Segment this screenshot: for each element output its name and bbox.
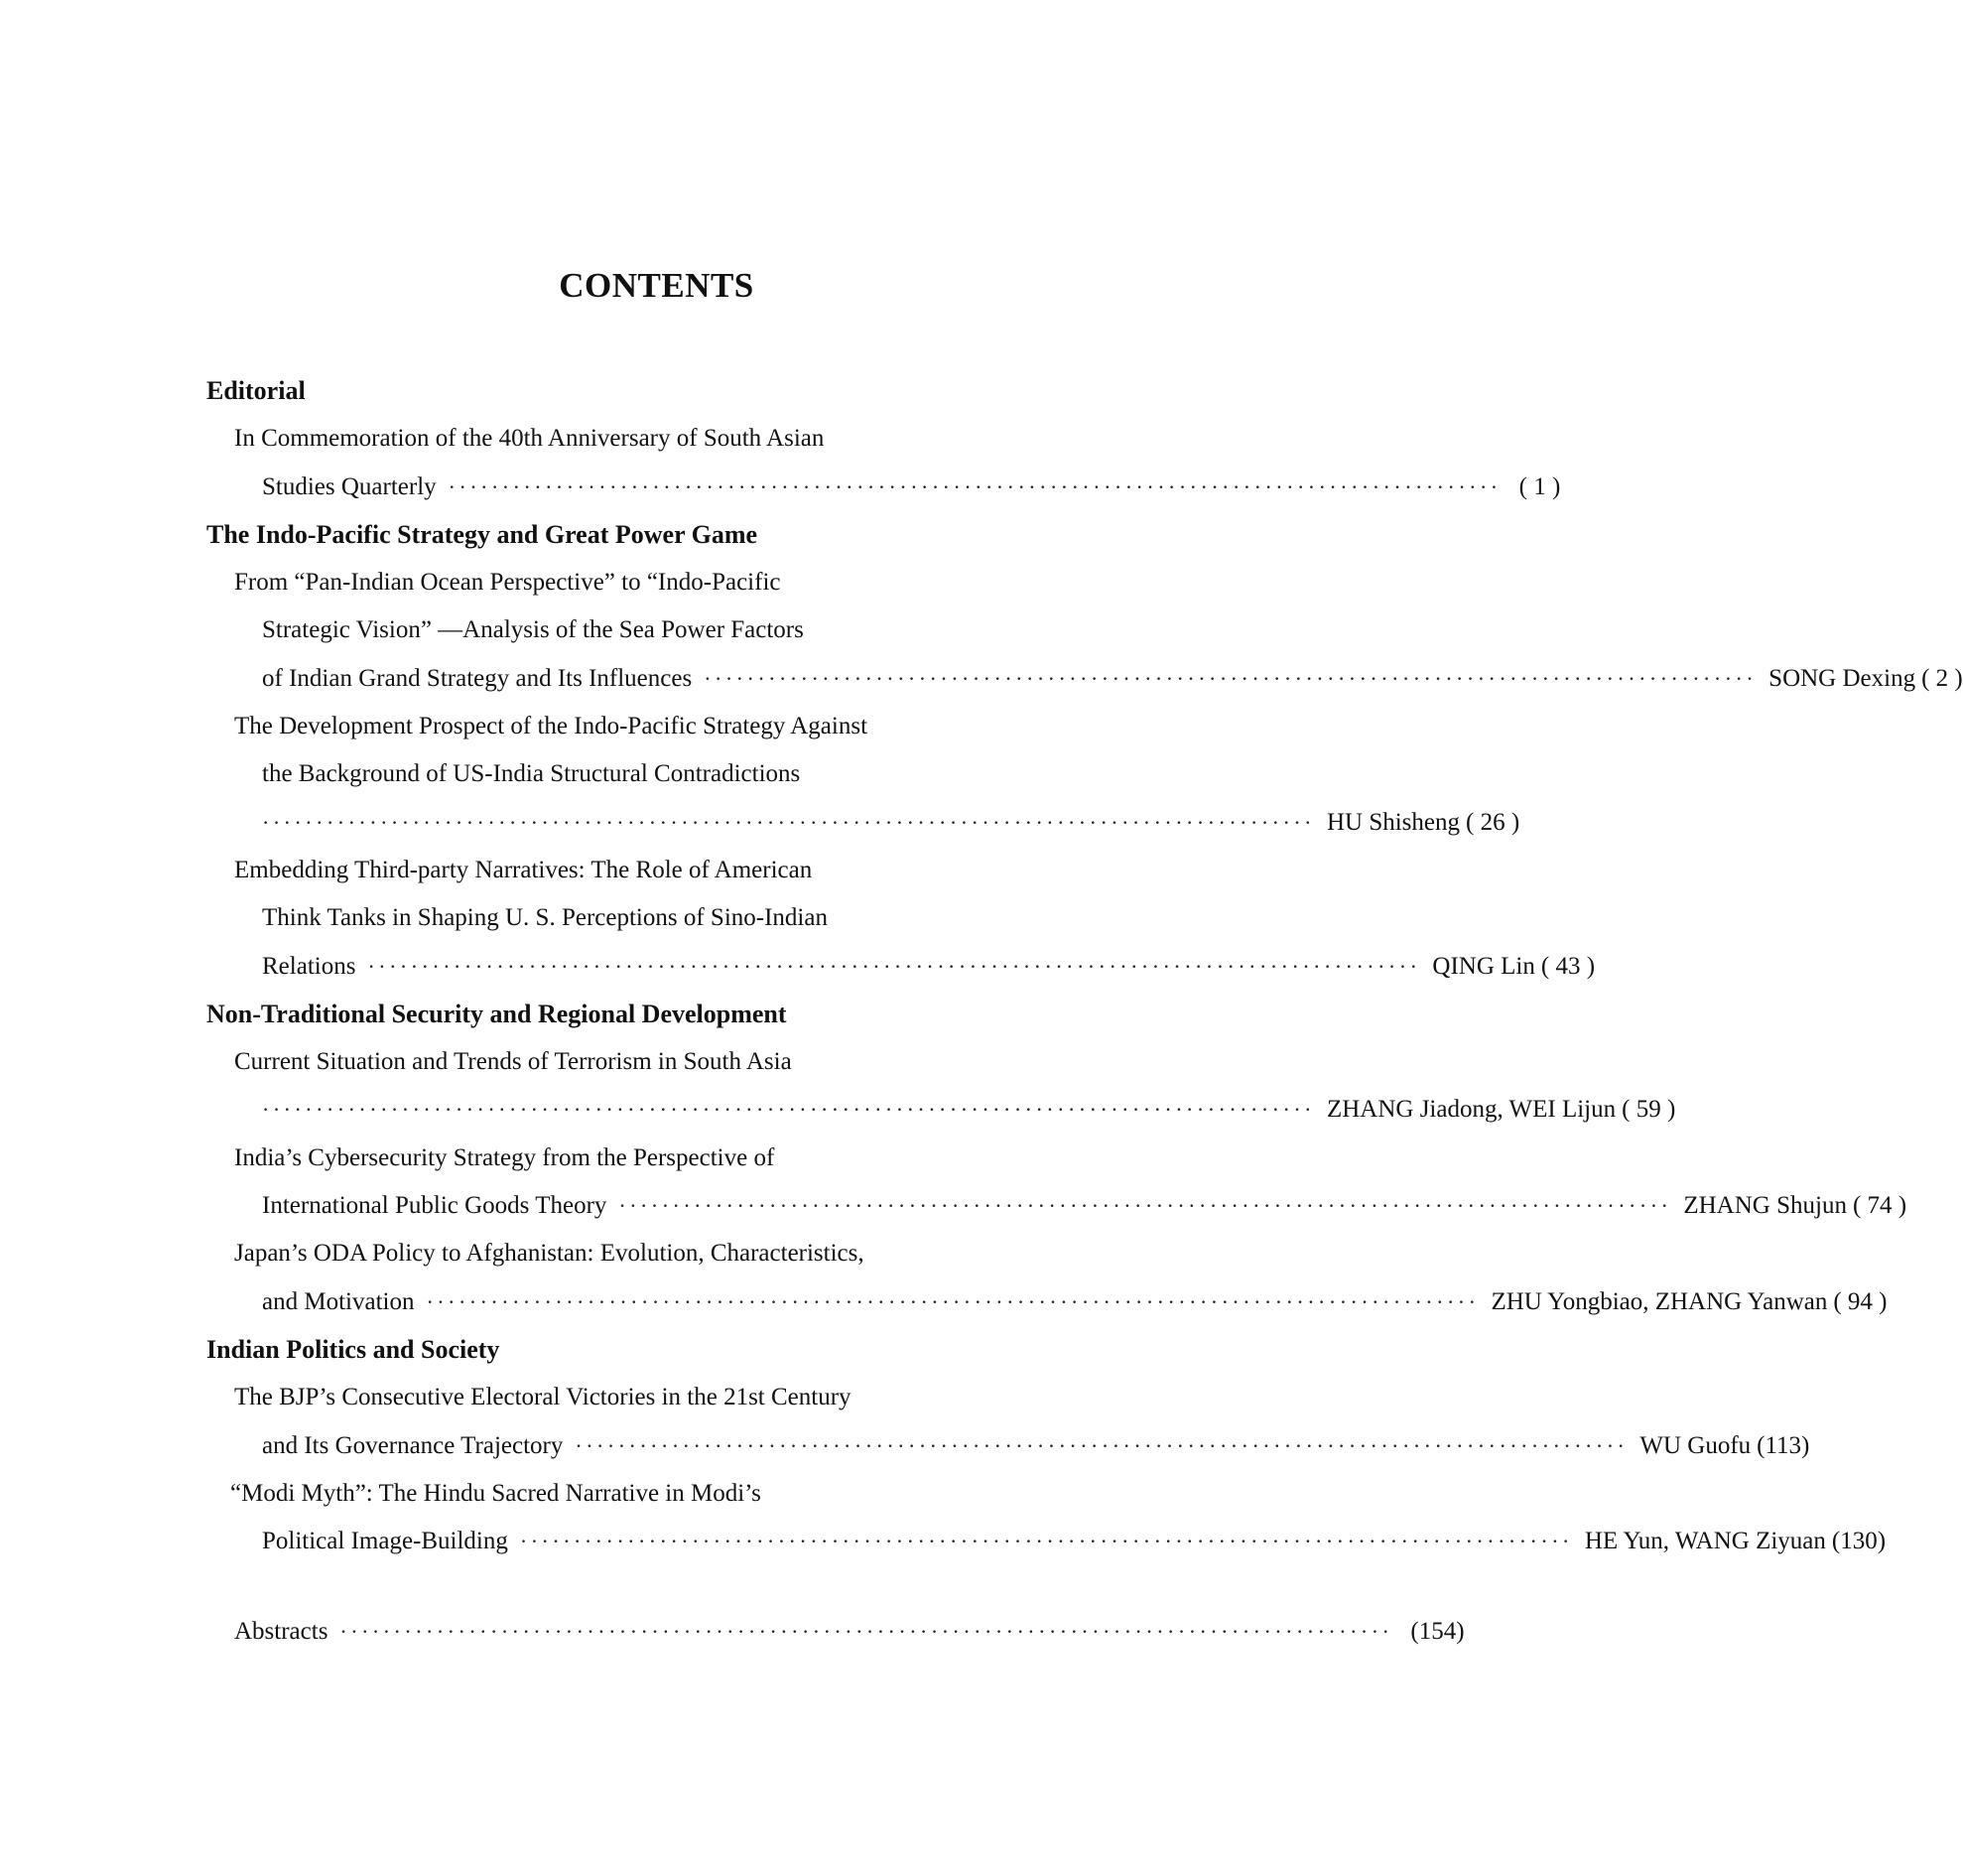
page-number: (113) — [1757, 1431, 1810, 1459]
dot-leader: ·································································································· — [367, 953, 1421, 979]
article-title-line[interactable]: Studies Quarterly — [262, 472, 437, 500]
article-title-line[interactable]: the Background of US-India Structural Contradictions — [262, 760, 801, 788]
article-title-line[interactable]: From “Pan-Indian Ocean Perspective” to “Indo-Pacific — [234, 569, 781, 597]
abstracts-label[interactable]: Abstracts — [234, 1618, 328, 1645]
section-heading: Editorial — [206, 376, 306, 405]
abstracts-entry[interactable] — [234, 1608, 1465, 1656]
dot-leader: ·································································································· — [519, 1529, 1573, 1554]
page-number: ( 74 ) — [1852, 1192, 1907, 1220]
table-of-contents — [206, 367, 1963, 1565]
article-title-line[interactable]: Strategic Vision” —Analysis of the Sea Power Factors — [262, 616, 804, 644]
article-entry-line[interactable] — [206, 464, 1561, 511]
article-title-line[interactable]: International Public Goods Theory — [262, 1192, 607, 1220]
article-title-line[interactable]: The Development Prospect of the Indo-Pacific Strategy Against — [234, 713, 868, 740]
article-title-line[interactable]: Think Tanks in Shaping U. S. Perceptions of Sino-Indian — [262, 904, 828, 932]
dot-leader: ·································································································· — [704, 665, 1758, 691]
page-title: CONTENTS — [559, 266, 754, 305]
article-entry-line[interactable] — [206, 799, 1520, 847]
article-entry-line[interactable] — [206, 1086, 1676, 1134]
article-entry-line[interactable] — [206, 943, 1596, 991]
article-title-line[interactable]: and Motivation — [262, 1287, 415, 1315]
article-author: SONG Dexing — [1768, 664, 1916, 692]
article-author: WU Guofu — [1639, 1431, 1752, 1459]
article-title-line[interactable]: Japan’s ODA Policy to Afghanistan: Evolution, Characteristics, — [234, 1240, 864, 1268]
dot-leader: ·································································································· — [262, 809, 1315, 835]
page-number: (154) — [1410, 1618, 1465, 1645]
section-heading: The Indo-Pacific Strategy and Great Power Game — [206, 519, 758, 549]
article-entry-line[interactable] — [206, 1278, 1888, 1326]
article-author: ZHANG Jiadong, WEI Lijun — [1326, 1096, 1617, 1124]
dot-leader: ·································································································· — [575, 1432, 1629, 1458]
page-number: ( 59 ) — [1622, 1096, 1676, 1124]
article-title-line[interactable]: and Its Governance Trajectory — [262, 1431, 564, 1459]
article-entry-line[interactable] — [206, 1182, 1907, 1230]
article-title-line[interactable]: India’s Cybersecurity Strategy from the Perspective of — [234, 1143, 775, 1171]
article-author: ZHU Yongbiao, ZHANG Yanwan — [1491, 1287, 1828, 1315]
dot-leader: ·································································································· — [262, 1097, 1315, 1123]
page-number: ( 26 ) — [1466, 808, 1520, 836]
article-entry-line[interactable] — [206, 1422, 1810, 1470]
article-entry-line[interactable] — [206, 655, 1963, 703]
article-entry-line[interactable] — [206, 1518, 1887, 1565]
article-title-line[interactable]: Current Situation and Trends of Terrorism in South Asia — [234, 1048, 792, 1076]
page-number: ( 1 ) — [1518, 472, 1561, 500]
article-author: QING Lin — [1432, 952, 1535, 980]
section-heading: Non-Traditional Security and Regional Development — [206, 999, 787, 1028]
page-number: ( 43 ) — [1540, 952, 1596, 980]
article-title-line[interactable]: In Commemoration of the 40th Anniversary of South Asian — [234, 425, 825, 453]
article-title-line[interactable]: of Indian Grand Strategy and Its Influences — [262, 664, 693, 692]
dot-leader: ·································································································· — [448, 473, 1502, 499]
page-number: (130) — [1831, 1528, 1887, 1555]
dot-leader: ·································································································· — [618, 1193, 1672, 1219]
article-title-line[interactable]: Political Image-Building — [262, 1528, 508, 1555]
page-number: ( 2 ) — [1921, 664, 1963, 692]
page-number: ( 94 ) — [1833, 1287, 1888, 1315]
article-title-line[interactable]: The BJP’s Consecutive Electoral Victories in the 21st Century — [234, 1384, 851, 1411]
article-author: HE Yun, WANG Ziyuan — [1584, 1528, 1826, 1555]
article-title-line[interactable]: Embedding Third-party Narratives: The Role of American — [234, 856, 813, 883]
article-author: ZHANG Shujun — [1683, 1192, 1847, 1220]
section-heading: Indian Politics and Society — [206, 1334, 500, 1364]
dot-leader: ·································································································· — [339, 1619, 1393, 1644]
article-title-line[interactable]: “Modi Myth”: The Hindu Sacred Narrative in Modi’s — [230, 1479, 761, 1507]
article-author: HU Shisheng — [1326, 808, 1461, 836]
dot-leader: ·································································································· — [426, 1288, 1480, 1314]
article-title-line[interactable]: Relations — [262, 952, 356, 980]
